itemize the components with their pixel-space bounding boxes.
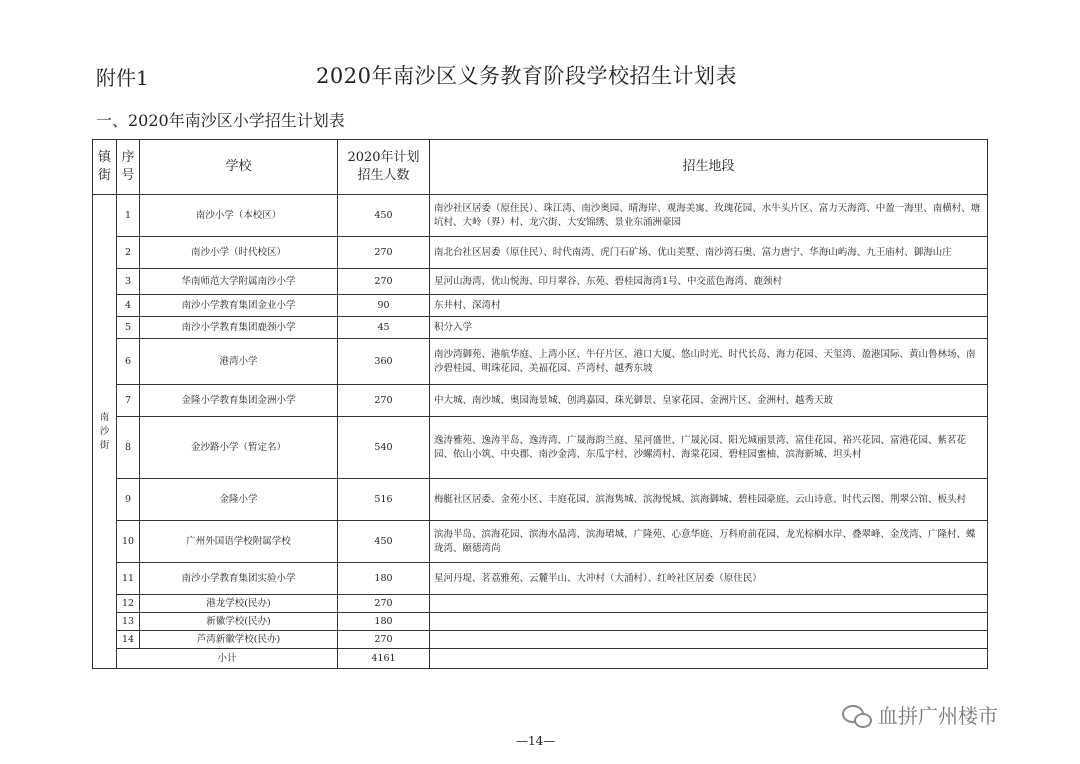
area-cell: 南沙湾御苑、港航华庭、上湾小区、牛仔片区、港口大厦、悠山时光、时代长岛、海力花园、天玺湾、盈港国际、黄山鲁林场、南沙碧桂园、明珠花园、美福花园、芦湾村、越秀东坡 (430, 339, 988, 385)
seq-cell: 10 (117, 521, 140, 563)
area-cell: 南沙社区居委（原住民）、珠江湾、南沙奥园、晴海岸、观海美寓、玫瑰花园、水牛头片区、富力天海湾、中盈一海里、南横村、塘坑村、大岭（界）村、龙穴街、大安锦绣、景业东涌洲豪园 (430, 195, 988, 237)
count-cell: 516 (338, 479, 430, 521)
header-town: 镇 街 (93, 140, 117, 195)
area-cell (430, 631, 988, 649)
header-seq: 序 号 (117, 140, 140, 195)
table-row (93, 269, 988, 295)
table-row (93, 479, 988, 521)
area-cell: 积分入学 (430, 317, 988, 339)
area-cell (430, 595, 988, 613)
school-cell: 港湾小学 (140, 339, 338, 385)
count-cell: 450 (338, 195, 430, 237)
seq-cell: 4 (117, 295, 140, 317)
section-title: 一、2020年南沙区小学招生计划表 (96, 111, 345, 130)
table-header-row (93, 140, 988, 195)
count-cell: 270 (338, 385, 430, 417)
school-cell: 金隆小学教育集团金洲小学 (140, 385, 338, 417)
area-cell (430, 613, 988, 631)
seq-cell: 5 (117, 317, 140, 339)
seq-cell: 11 (117, 563, 140, 595)
chat-bubble-icon (842, 703, 872, 727)
attachment-label: 附件1 (96, 66, 149, 90)
table-row (93, 237, 988, 269)
header-school: 学校 (140, 140, 338, 195)
seq-cell: 9 (117, 479, 140, 521)
count-cell: 540 (338, 417, 430, 479)
school-cell: 金沙路小学（暂定名） (140, 417, 338, 479)
area-cell: 星河丹堤、茗荔雅苑、云麓半山、大冲村（大涌村）、红岭社区居委（原住民） (430, 563, 988, 595)
enrollment-plan-table (92, 139, 988, 669)
table-row (93, 195, 988, 237)
count-cell: 270 (338, 237, 430, 269)
seq-cell: 1 (117, 195, 140, 237)
seq-cell: 13 (117, 613, 140, 631)
area-cell: 南北台社区居委（原住民）、时代南湾、虎门石矿场、优山美墅、南沙湾石奥、富力唐宁、华海山屿海、九王庙村、御海山庄 (430, 237, 988, 269)
seq-cell: 14 (117, 631, 140, 649)
school-cell: 金隆小学 (140, 479, 338, 521)
subtotal-value: 4161 (338, 649, 430, 669)
document-title: 2020年南沙区义务教育阶段学校招生计划表 (316, 64, 737, 88)
school-cell: 广州外国语学校附属学校 (140, 521, 338, 563)
town-cell: 南 沙 街 (93, 195, 117, 669)
table-row (93, 613, 988, 631)
count-cell: 270 (338, 595, 430, 613)
table-row (93, 339, 988, 385)
table-row (93, 631, 988, 649)
school-cell: 南沙小学教育集团实验小学 (140, 563, 338, 595)
count-cell: 45 (338, 317, 430, 339)
area-cell: 中大城、南沙城、奥园海景城、创鸿嘉园、珠光御景、皇家花园、金洲片区、金洲村、越秀天玻 (430, 385, 988, 417)
school-cell: 南沙小学教育集团金业小学 (140, 295, 338, 317)
school-cell: 南沙小学（时代校区） (140, 237, 338, 269)
table-row (93, 595, 988, 613)
table-row (93, 295, 988, 317)
school-cell: 华南师范大学附属南沙小学 (140, 269, 338, 295)
page-number: —14— (516, 734, 556, 748)
seq-cell: 6 (117, 339, 140, 385)
table-row (93, 563, 988, 595)
subtotal-area (430, 649, 988, 669)
count-cell: 360 (338, 339, 430, 385)
table-row (93, 417, 988, 479)
seq-cell: 7 (117, 385, 140, 417)
seq-cell: 12 (117, 595, 140, 613)
header-area: 招生地段 (430, 140, 988, 195)
count-cell: 180 (338, 563, 430, 595)
school-cell: 南沙小学（本校区） (140, 195, 338, 237)
table-row (93, 521, 988, 563)
school-cell: 芦湾新徽学校(民办) (140, 631, 338, 649)
table-row (93, 385, 988, 417)
count-cell: 180 (338, 613, 430, 631)
count-cell: 90 (338, 295, 430, 317)
area-cell: 梅艇社区居委、金苑小区、丰庭花园、滨海隽城、滨海悦城、滨海御城、碧桂园豪庭、云山诗意、时代云图、荆翠公馆、板头村 (430, 479, 988, 521)
subtotal-row (93, 649, 988, 669)
count-cell: 270 (338, 631, 430, 649)
seq-cell: 8 (117, 417, 140, 479)
area-cell: 逸涛雅苑、逸涛半岛、逸涛湾、广晟海韵兰庭、星河盛世、广晟沁园、阳光城丽景湾、富佳花园、裕兴花园、富港花园、紫茗花园、依山小筑、中央郡、南沙金湾、东瓜宇村、沙螺湾村、海棠花园、碧桂园蜜柚、滨海新城、坦头村 (430, 417, 988, 479)
school-cell: 港龙学校(民办) (140, 595, 338, 613)
area-cell: 滨海半岛、滨海花园、滨海水晶湾、滨海珺城、广隆苑、心意华庭、万科府前花园、龙光棕榈水岸、叠翠峰、金茂湾、广隆村、蝶珑湾、颐德湾尚 (430, 521, 988, 563)
area-cell: 星河山海湾、优山悦海、印月翠谷、东苑、碧桂园海湾1号、中交蓝色海湾、鹿颈村 (430, 269, 988, 295)
header-plan: 2020年计划 招生人数 (338, 140, 430, 195)
table-row (93, 317, 988, 339)
area-cell: 东井村、深湾村 (430, 295, 988, 317)
watermark: 血拼广州楼市 (842, 700, 998, 729)
school-cell: 新徽学校(民办) (140, 613, 338, 631)
count-cell: 450 (338, 521, 430, 563)
seq-cell: 3 (117, 269, 140, 295)
seq-cell: 2 (117, 237, 140, 269)
school-cell: 南沙小学教育集团鹿颈小学 (140, 317, 338, 339)
count-cell: 270 (338, 269, 430, 295)
subtotal-label: 小计 (117, 649, 338, 669)
